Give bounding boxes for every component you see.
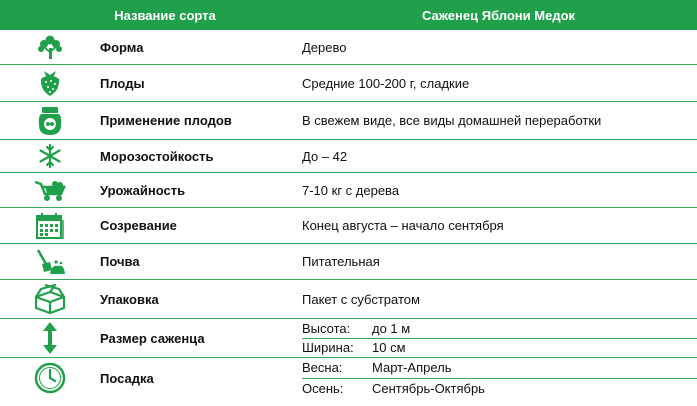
row-value: Дерево [302,39,347,55]
row-label: Почва [100,254,140,269]
row-label: Созревание [100,218,177,233]
tree-icon [0,34,100,60]
size-height-key: Высота: [302,320,351,336]
row-value: До – 42 [302,148,348,164]
planting-autumn-key: Осень: [302,380,344,396]
size-width-value: 10 см [372,340,406,356]
table-row [0,280,697,319]
row-label: Плоды [100,75,145,91]
row-label: Форма [100,39,144,55]
table-row [0,244,697,280]
planting-spring-value: Март-Апрель [372,360,452,376]
row-value: Конец августа – начало сентября [302,218,504,233]
table-row [0,173,697,208]
table-row [0,319,697,358]
wheelbarrow-icon [0,178,100,202]
size-width-key: Ширина: [302,340,354,356]
table-row [0,102,697,140]
table-row [0,358,697,398]
calendar-icon [0,212,100,240]
jam-jar-icon [0,105,100,137]
shovel-soil-icon [0,248,100,276]
header-variety-name: Название сорта [114,7,216,23]
size-width [302,338,697,358]
box-icon [0,284,100,314]
row-label: Размер саженца [100,330,205,346]
planting-spring [302,358,697,378]
table-row [0,140,697,173]
row-label: Урожайность [100,182,186,198]
row-value: Питательная [302,254,380,269]
planting-spring-key: Весна: [302,360,343,376]
clock-icon [0,362,100,394]
strawberry-icon [0,68,100,98]
vertical-arrow-icon [0,322,100,354]
planting-autumn [302,378,697,399]
row-value: В свежем виде, все виды домашней переработки [302,113,602,128]
row-value: 7-10 кг с дерева [302,182,400,198]
row-label: Упаковка [100,291,159,307]
planting-values [302,358,697,398]
table-row [0,65,697,102]
header-product-name: Саженец Яблони Медок [421,7,576,23]
table-row [0,30,697,65]
row-label: Морозостойкость [100,148,214,164]
planting-autumn-value: Сентябрь-Октябрь [372,380,485,396]
table-header [0,0,697,30]
row-label: Посадка [100,370,154,386]
row-label: Применение плодов [100,113,232,128]
table-row [0,208,697,244]
size-height-value: до 1 м [372,320,411,336]
row-value: Пакет с субстратом [302,291,420,307]
row-value: Средние 100-200 г, сладкие [302,75,470,91]
size-values [302,319,697,357]
size-height [302,319,697,338]
snowflake-icon [0,143,100,169]
